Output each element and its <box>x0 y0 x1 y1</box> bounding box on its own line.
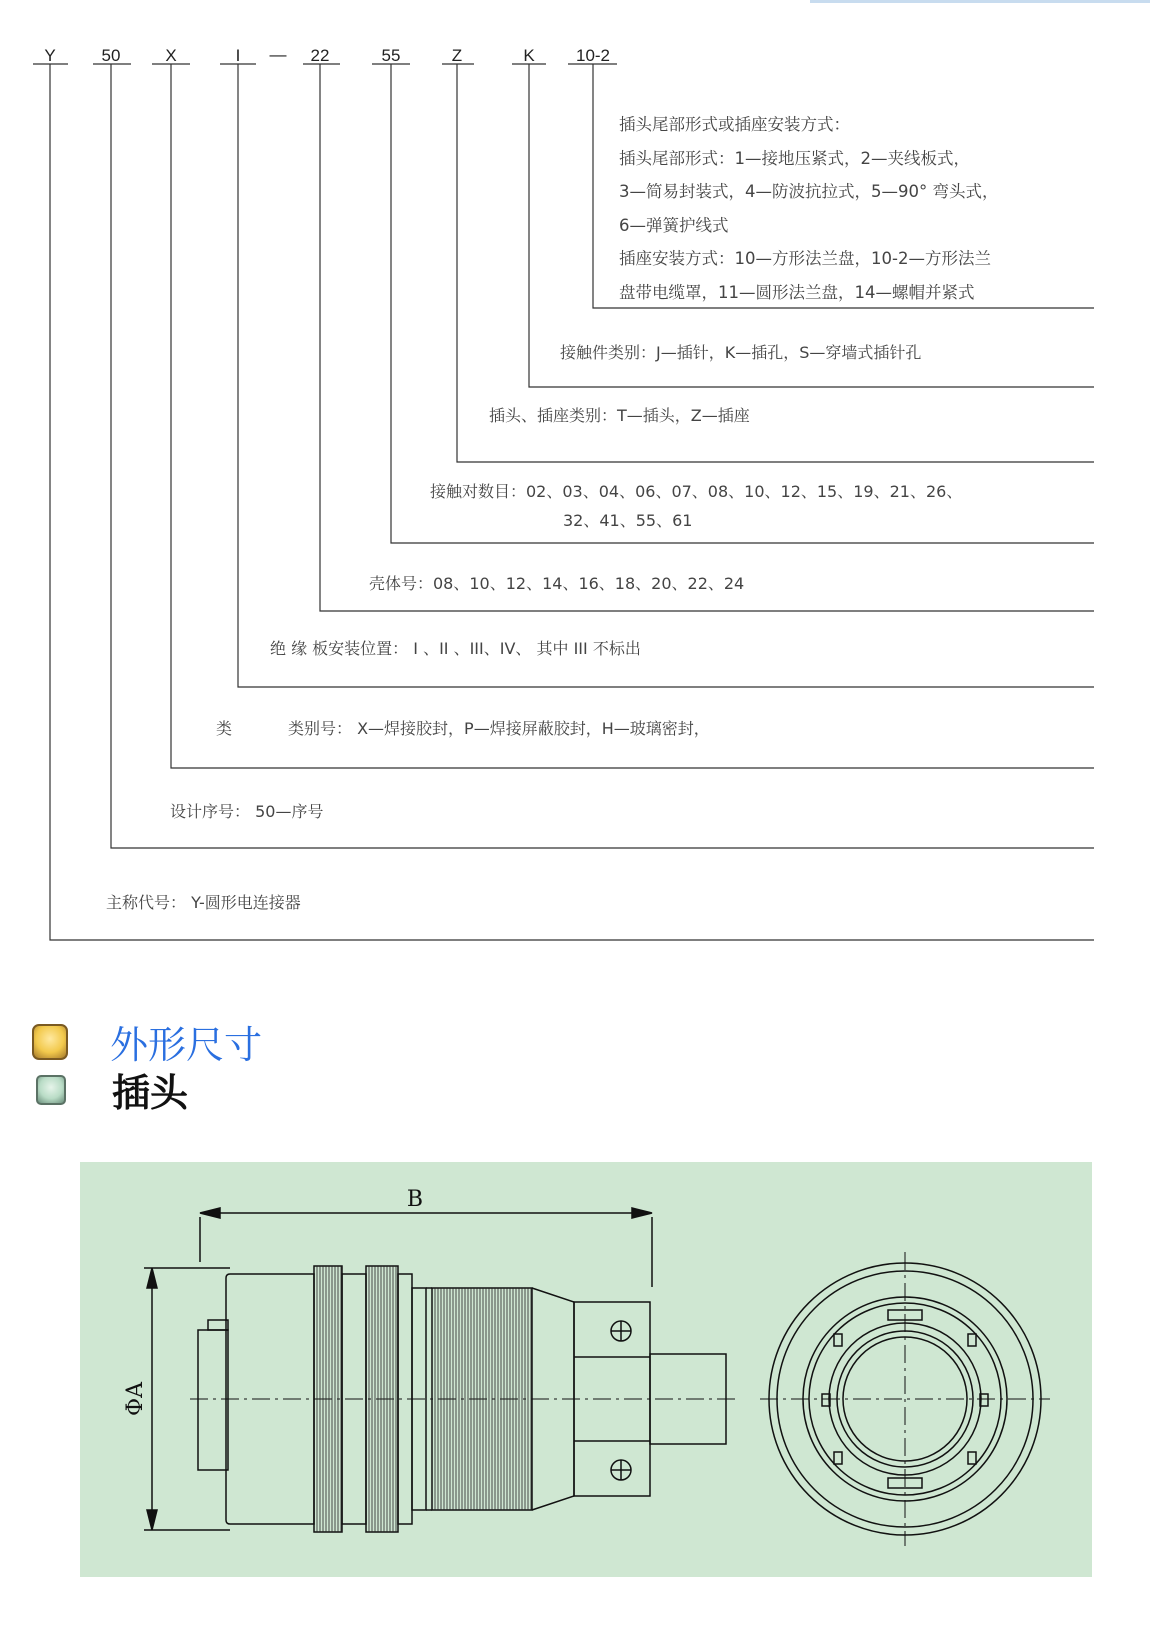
plug-title: 插头 <box>112 1070 189 1115</box>
dimensions-heading <box>32 1014 262 1069</box>
code-label-shell: 22 <box>310 46 330 65</box>
dimension-b-label: B <box>406 1187 424 1212</box>
dimension-a-label: ΦA <box>123 1382 148 1416</box>
category-prefix: 类 <box>216 719 233 738</box>
yellow-square-icon <box>32 1024 68 1060</box>
tail-line: 插头尾部形式：1—接地压紧式，2—夹线板式， <box>619 148 970 168</box>
tail-line: 盘带电缆罩，11—圆形法兰盘，14—螺帽并紧式 <box>619 282 975 302</box>
plug-technical-drawing <box>80 1162 1092 1577</box>
code-label-y: Y <box>44 46 56 65</box>
tail-line: 3—简易封装式，4—防波抗拉式，5—90° 弯头式， <box>619 182 999 201</box>
tail-line: 6—弹簧护线式 <box>619 215 729 235</box>
code-label-contacttype: K <box>523 46 535 65</box>
contact-type-description: 接触件类别：J—插针，K—插孔，S—穿墙式插针孔 <box>560 343 922 362</box>
code-label-contacts: 55 <box>381 46 401 65</box>
code-dash: — <box>269 45 287 64</box>
plug-drawing-panel <box>80 1162 1092 1577</box>
main-code-description: 主称代号： Y-圆形电连接器 <box>106 893 301 912</box>
code-label-design: 50 <box>101 46 121 65</box>
category-description: 类别号： X—焊接胶封，P—焊接屏蔽胶封，H—玻璃密封， <box>288 719 710 738</box>
end-view <box>760 1252 1050 1546</box>
code-label-tail: 10-2 <box>575 46 611 65</box>
tail-description-block <box>619 108 998 309</box>
plug-heading <box>36 1062 188 1117</box>
contact-count-description: 接触对数目：02、03、04、06、07、08、10、12、15、19、21、26、 <box>430 482 963 501</box>
shell-size-description: 壳体号：08、10、12、14、16、18、20、22、24 <box>369 574 745 593</box>
plug-socket-description: 插头、插座类别：T—插头，Z—插座 <box>489 406 750 425</box>
code-label-category: X <box>165 46 177 65</box>
dimensions-title: 外形尺寸 <box>110 1023 263 1067</box>
code-label-plugsocket: Z <box>451 46 463 65</box>
tail-line: 插头尾部形式或插座安装方式： <box>619 115 850 134</box>
insulator-description: 绝 缘 板安装位置： I 、II 、III、IV、 其中 III 不标出 <box>270 639 641 658</box>
design-number-description: 设计序号： 50—序号 <box>170 802 324 821</box>
tail-line: 插座安装方式：10—方形法兰盘，10-2—方形法兰 <box>619 249 991 268</box>
green-square-icon <box>36 1075 66 1105</box>
contact-count-continuation: 32、41、55、61 <box>563 511 693 530</box>
code-label-insulator: I <box>235 46 241 65</box>
